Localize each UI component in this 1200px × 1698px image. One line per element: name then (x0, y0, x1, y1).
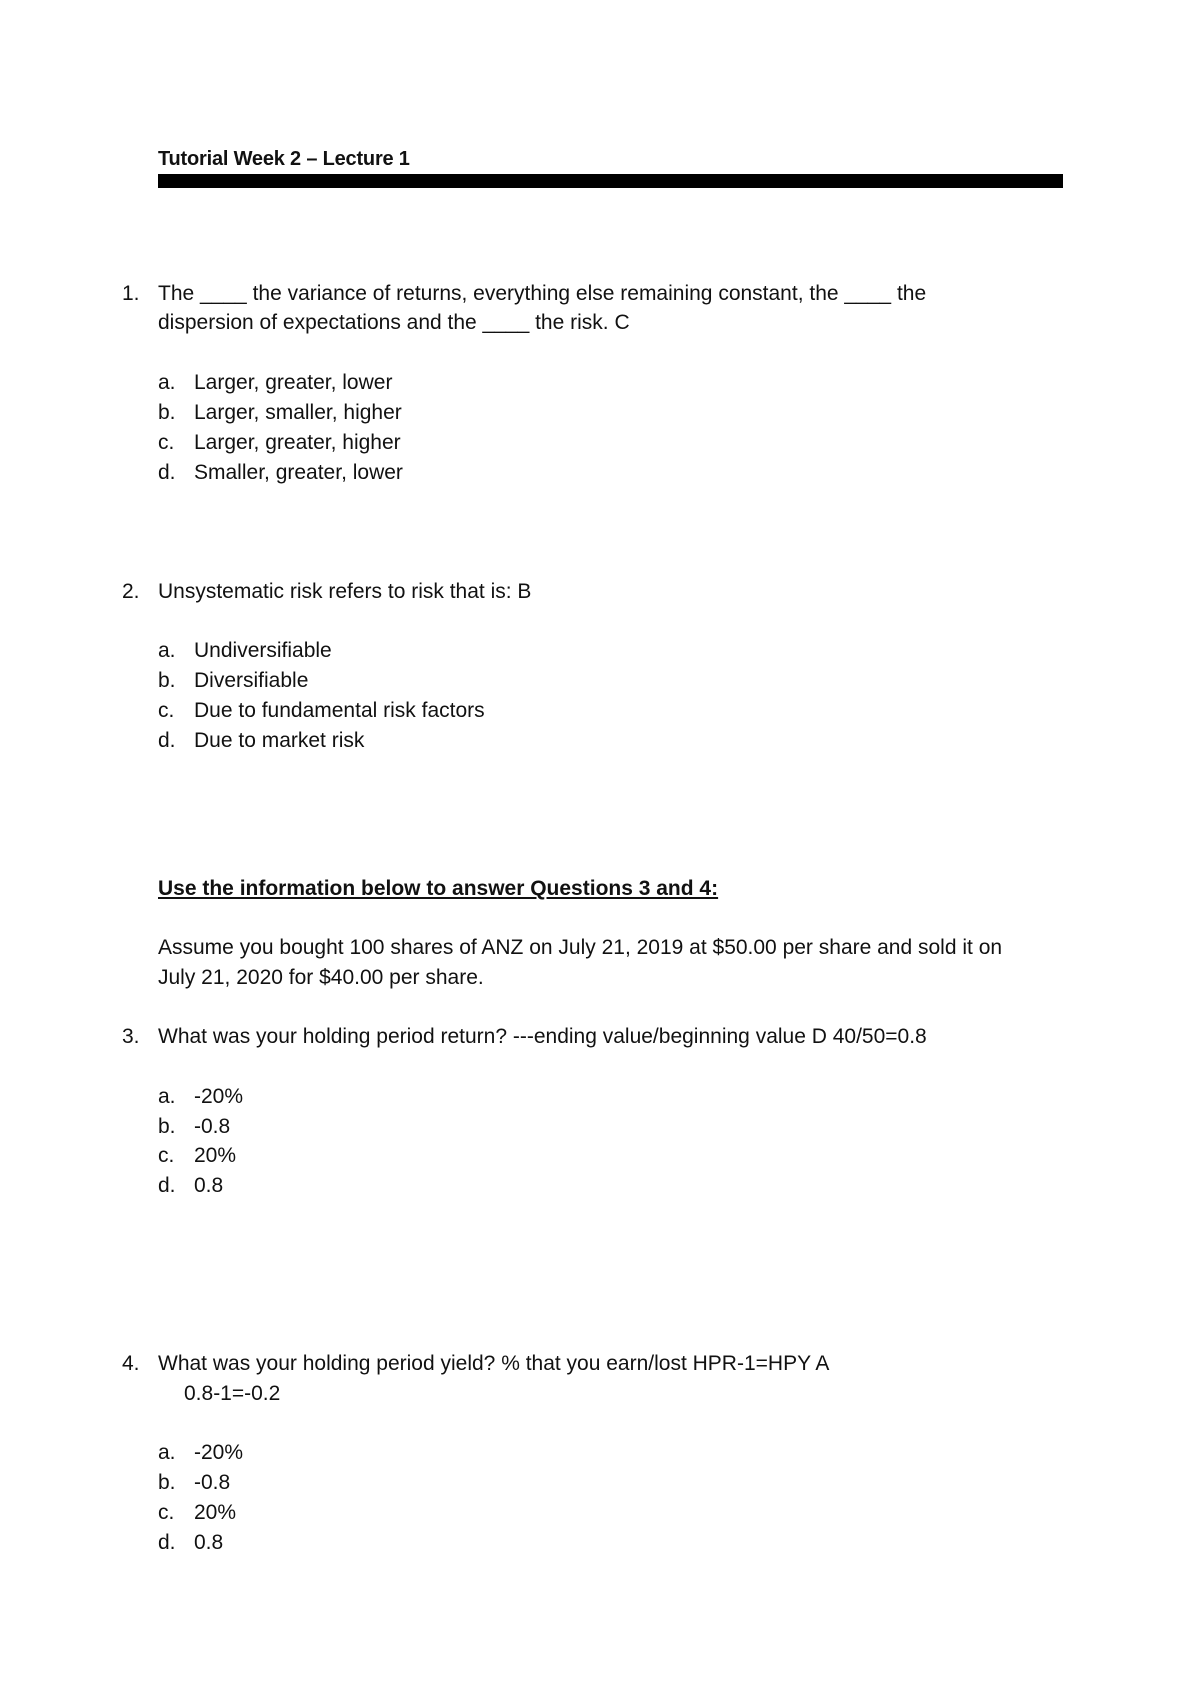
question-1-option-a: Larger, greater, lower (194, 371, 393, 394)
question-1-option-c: Larger, greater, higher (194, 431, 401, 454)
info-text-line-1: Assume you bought 100 shares of ANZ on July 21, 2019 at $50.00 per share and sold it on (158, 936, 1003, 959)
question-4-option-c-letter: c. (158, 1501, 175, 1524)
question-2-text-line-1: Unsystematic risk refers to risk that is: B (158, 580, 532, 603)
question-2-option-c: Due to fundamental risk factors (194, 699, 485, 722)
question-1-option-a-letter: a. (158, 371, 176, 394)
question-4-text-line-1: What was your holding period yield? % that you earn/lost HPR-1=HPY A (158, 1352, 830, 1375)
question-3-option-a: -20% (194, 1085, 244, 1108)
question-1-option-c-letter: c. (158, 431, 175, 454)
question-4-option-d-letter: d. (158, 1531, 176, 1554)
info-heading: Use the information below to answer Questions 3 and 4: (158, 877, 719, 900)
question-3-number: 3. (122, 1025, 140, 1048)
question-4-option-a: -20% (194, 1441, 244, 1464)
question-4-text-line-2: 0.8-1=-0.2 (184, 1382, 281, 1405)
question-4-option-d: 0.8 (194, 1531, 224, 1554)
question-2-option-a: Undiversifiable (194, 639, 332, 662)
question-2-option-d: Due to market risk (194, 729, 365, 752)
question-1-option-b: Larger, smaller, higher (194, 401, 402, 424)
question-3-option-b-letter: b. (158, 1115, 176, 1138)
question-1-text-line-1: The ____ the variance of returns, everything else remaining constant, the ____ the (158, 282, 927, 305)
question-1-option-d-letter: d. (158, 461, 176, 484)
question-3-option-d-letter: d. (158, 1174, 176, 1197)
question-2-option-c-letter: c. (158, 699, 175, 722)
question-2-option-d-letter: d. (158, 729, 176, 752)
question-1-text-line-2: dispersion of expectations and the ____ the risk. C (158, 311, 630, 334)
question-4-number: 4. (122, 1352, 140, 1375)
question-4-option-a-letter: a. (158, 1441, 176, 1464)
question-1-number: 1. (122, 282, 140, 305)
header-rule (158, 174, 1063, 188)
question-2-option-b: Diversifiable (194, 669, 309, 692)
question-3-option-d: 0.8 (194, 1174, 224, 1197)
question-1-option-d: Smaller, greater, lower (194, 461, 403, 484)
question-4-option-b-letter: b. (158, 1471, 176, 1494)
question-3-option-b: -0.8 (194, 1115, 231, 1138)
question-4-option-c: 20% (194, 1501, 237, 1524)
question-3-option-a-letter: a. (158, 1085, 176, 1108)
question-2-option-a-letter: a. (158, 639, 176, 662)
info-text-line-2: July 21, 2020 for $40.00 per share. (158, 966, 484, 989)
question-3-text-line-1: What was your holding period return? ---ending value/beginning value D 40/50=0.8 (158, 1025, 927, 1048)
question-3-option-c-letter: c. (158, 1144, 175, 1167)
question-2-number: 2. (122, 580, 140, 603)
question-4-option-b: -0.8 (194, 1471, 231, 1494)
question-2-option-b-letter: b. (158, 669, 176, 692)
question-3-option-c: 20% (194, 1144, 237, 1167)
question-1-option-b-letter: b. (158, 401, 176, 424)
page-title: Tutorial Week 2 – Lecture 1 (158, 148, 410, 170)
